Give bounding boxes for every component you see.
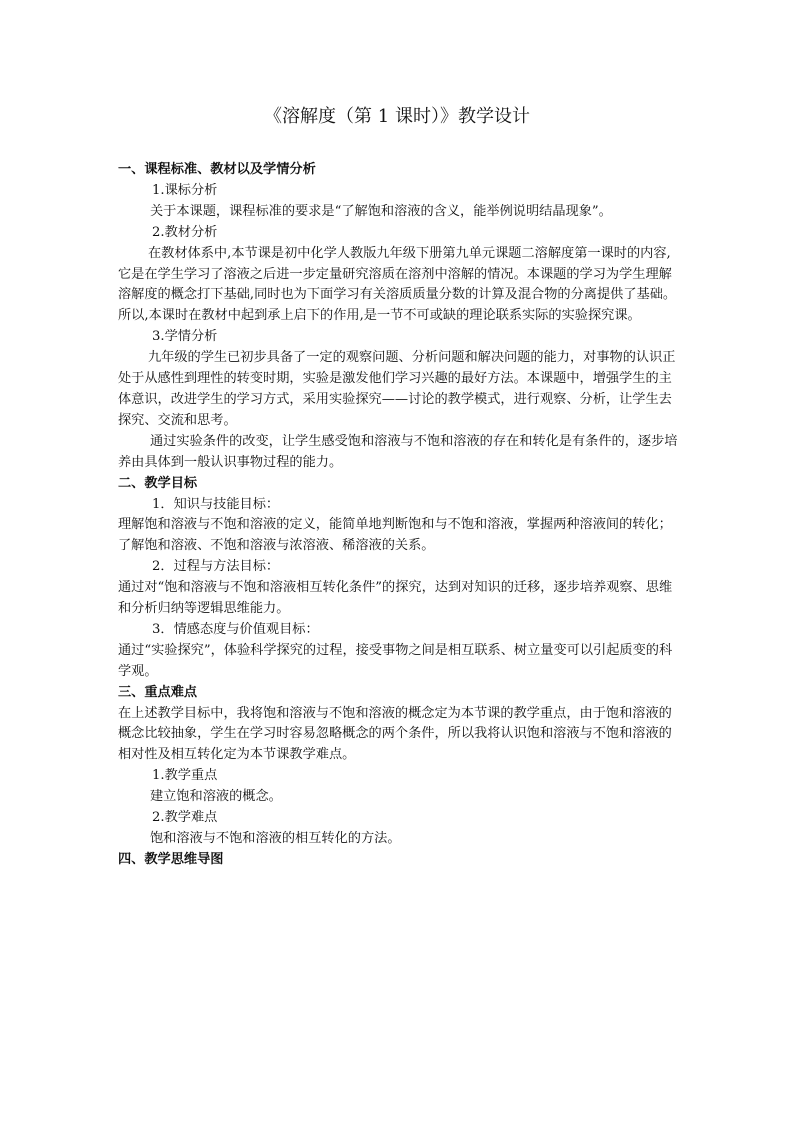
paragraph-teaching-difficulty: 饱和溶液与不饱和溶液的相互转化的方法。 <box>150 831 401 846</box>
subheading-curriculum-analysis: 1.课标分析 <box>152 182 218 198</box>
section-heading-4: 四、教学思维导图 <box>118 851 224 867</box>
paragraph-attitude-goals: 通过“实验探究”，体验科学探究的过程，接受事物之间是相互联系、树立量变可以引起质变的科学观。 <box>118 642 673 679</box>
subheading-textbook-analysis: 2.教材分析 <box>152 224 218 240</box>
subheading-teaching-focus: 1.教学重点 <box>152 768 218 784</box>
subheading-knowledge-goals: 1．知识与技能目标： <box>152 496 280 512</box>
paragraph-textbook-analysis: 在教材体系中,本节课是初中化学人教版九年级下册第九单元课题二溶解度第一课时的内容,它是在学生学习了溶液之后进一步定量研究溶质在溶剂中溶解的情况。本课题的学习为学生理解溶解度的概念打下基础,同时也为下面学习有关溶质质量分数的计算及混合物的分离提供了基础。所以,本课时在教材中起到承上启下的作用,是一节不可或缺的理论联系实际的实验探究课。 <box>118 245 677 324</box>
subheading-attitude-goals: 3．情感态度与价值观目标： <box>152 621 319 637</box>
paragraph-student-analysis: 九年级的学生已初步具备了一定的观察问题、分析问题和解决问题的能力，对事物的认识正处于从感性到理性的转变时期，实验是激发他们学习兴趣的最好方法。本课题中，增强学生的主体意识，改进学生的学习方式，采用实验探究——讨论的教学模式，进行观察、分析，让学生去探究、交流和思考。 <box>118 350 676 428</box>
section-heading-2: 二、教学目标 <box>118 475 198 491</box>
paragraph-knowledge-goals: 理解饱和溶液与不饱和溶液的定义，能简单地判断饱和与不饱和溶液，掌握两种溶液间的转化；了解饱和溶液、不饱和溶液与浓溶液、稀溶液的关系。 <box>118 517 672 554</box>
paragraph-student-analysis-2: 通过实验条件的改变，让学生感受饱和溶液与不饱和溶液的存在和转化是有条件的，逐步培养由具体到一般认识事物过程的能力。 <box>118 433 678 470</box>
paragraph-key-difficulties: 在上述教学目标中，我将饱和溶液与不饱和溶液的概念定为本节课的教学重点，由于饱和溶液的概念比较抽象，学生在学习时容易忽略概念的两个条件，所以我将认识饱和溶液与不饱和溶液的相对性及相互转化定为本节课教学难点。 <box>118 705 672 763</box>
document-title: 《溶解度（第 1 课时）》教学设计 <box>264 106 530 127</box>
subheading-teaching-difficulty: 2.教学难点 <box>152 810 218 826</box>
paragraph-teaching-focus: 建立饱和溶液的概念。 <box>150 789 282 805</box>
document-body <box>118 160 678 871</box>
section-heading-1: 一、课程标准、教材以及学情分析 <box>118 162 316 177</box>
paragraph-process-goals: 通过对“饱和溶液与不饱和溶液相互转化条件”的探究，达到对知识的迁移，逐步培养观察、思维和分析归纳等逻辑思维能力。 <box>118 580 673 617</box>
subheading-process-goals: 2．过程与方法目标： <box>152 559 280 575</box>
section-heading-3: 三、重点难点 <box>118 684 198 700</box>
subheading-student-analysis: 3.学情分析 <box>152 329 218 345</box>
paragraph-curriculum-analysis: 关于本课题，课程标准的要求是“了解饱和溶液的含义，能举例说明结晶现象”。 <box>150 203 612 219</box>
